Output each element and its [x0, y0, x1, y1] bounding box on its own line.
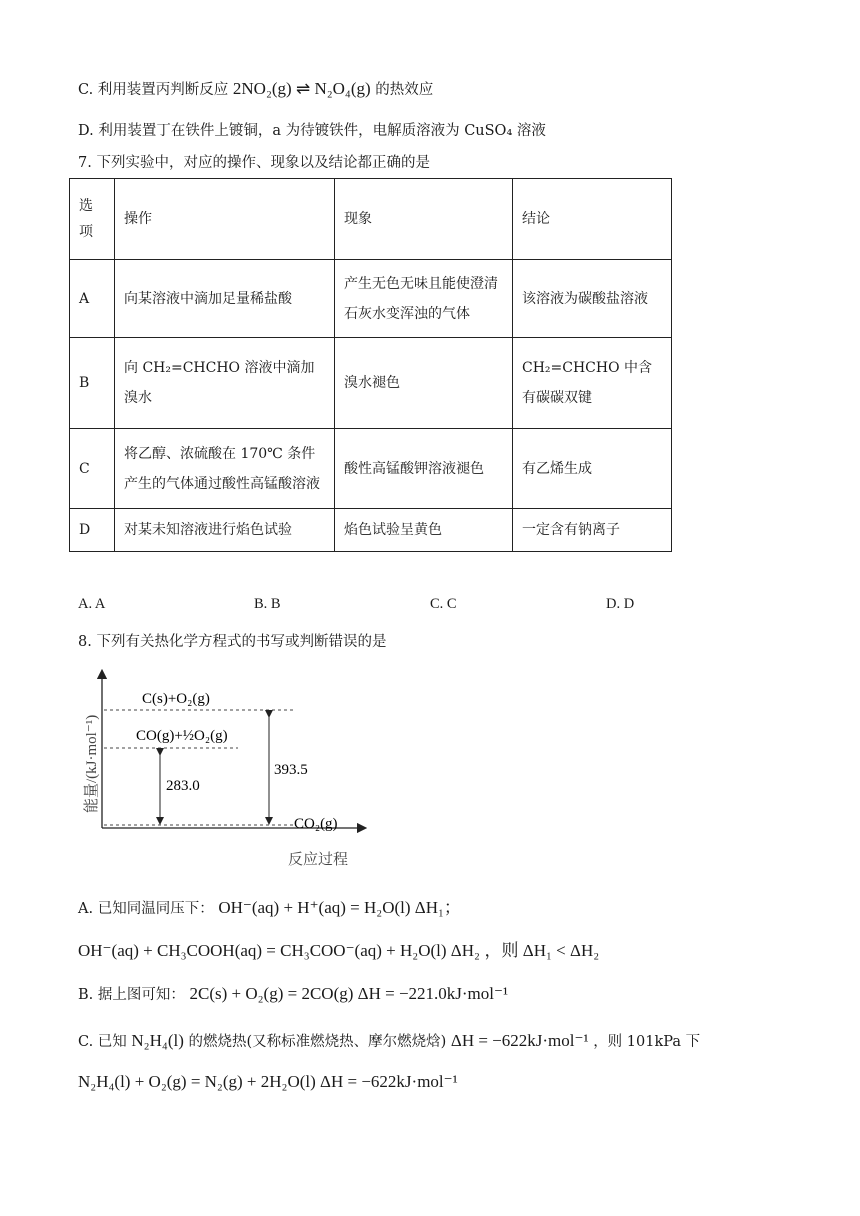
- q7-choice-b[interactable]: B. B: [254, 596, 281, 612]
- level-mid-label: CO(g)+½O₂(g): [136, 728, 228, 744]
- row-b-option: B: [70, 338, 115, 429]
- q8-option-b-eq: 2C(s) + O₂(g) = 2CO(g) ΔH = −221.0kJ·mol⁻¹: [189, 984, 509, 1003]
- value-large: 393.5: [274, 762, 308, 778]
- q8-option-a-line1: [78, 893, 461, 918]
- row-b-operation: 向 CH₂=CHCHO 溶液中滴加溴水: [115, 338, 335, 429]
- q7-choice-a[interactable]: A. A: [78, 596, 106, 612]
- table-row: [70, 429, 672, 509]
- q7-choice-d[interactable]: D. D: [606, 596, 635, 612]
- q8-option-c-mid: 的燃烧热(又称标准燃烧热、摩尔燃烧焓): [188, 1034, 447, 1050]
- q6-option-c-suffix: 的热效应: [375, 82, 434, 98]
- q8-option-a-eq1: OH⁻(aq) + H⁺(aq) = H₂O(l) ΔH₁；: [218, 898, 461, 917]
- header-phenomenon: 现象: [335, 179, 513, 260]
- header-operation: 操作: [115, 179, 335, 260]
- row-c-option: C: [70, 429, 115, 509]
- energy-diagram: [76, 668, 376, 873]
- header-conclusion: 结论: [513, 179, 672, 260]
- row-a-conclusion: 该溶液为碳酸盐溶液: [513, 260, 672, 338]
- q6-option-c-reaction: 2NO₂(g) ⇌ N₂O₄(g): [232, 79, 371, 98]
- q8-option-b: [78, 983, 508, 1004]
- table-row: [70, 338, 672, 429]
- row-c-operation: 将乙醇、浓硫酸在 170℃ 条件产生的气体通过酸性高锰酸溶液: [115, 429, 335, 509]
- row-c-phenomenon: 酸性高锰酸钾溶液褪色: [335, 429, 513, 509]
- row-b-phenomenon: 溴水褪色: [335, 338, 513, 429]
- level-top-label: C(s)+O₂(g): [142, 691, 210, 707]
- q6-option-d: D. 利用装置丁在铁件上镀铜，a 为待镀铁件，电解质溶液为 CuSO₄ 溶液: [78, 123, 546, 139]
- header-option: 选 项: [70, 179, 115, 260]
- q8-option-c-eq: N₂H₄(l) + O₂(g) = N₂(g) + 2H₂O(l) ΔH = −622kJ·mol⁻¹: [78, 1072, 458, 1091]
- q7-stem: 7. 下列实验中，对应的操作、现象以及结论都正确的是: [78, 155, 430, 171]
- q8-option-c-line2: [78, 1072, 458, 1092]
- q8-option-a-prefix: A. 已知同温同压下：: [78, 901, 214, 917]
- y-axis-label: 能量/(kJ·mol⁻¹): [84, 714, 100, 813]
- row-d-operation: 对某未知溶液进行焰色试验: [115, 509, 335, 552]
- q8-option-c-suffix: ，则 101kPa 下: [593, 1034, 701, 1050]
- q6-option-c-prefix: C. 利用装置丙判断反应: [78, 82, 229, 98]
- q8-option-a-suffix: ，则 ΔH₁ < ΔH₂: [484, 941, 600, 960]
- x-axis-label: 反应过程: [288, 852, 349, 868]
- row-a-phenomenon: 产生无色无味且能使澄清石灰水变浑浊的气体: [335, 260, 513, 338]
- q8-option-b-prefix: B. 据上图可知：: [78, 987, 185, 1003]
- q8-stem: 8. 下列有关热化学方程式的书写或判断错误的是: [78, 634, 387, 650]
- row-d-option: D: [70, 509, 115, 552]
- row-c-conclusion: 有乙烯生成: [513, 429, 672, 509]
- level-bottom-label: CO₂(g): [294, 816, 338, 832]
- q7-choice-c[interactable]: C. C: [430, 596, 457, 612]
- q6-option-c: [78, 78, 433, 99]
- table-header-row: [70, 179, 672, 260]
- table-row: [70, 509, 672, 552]
- q7-table: [69, 178, 672, 552]
- q8-option-c-dh: ΔH = −622kJ·mol⁻¹: [450, 1031, 589, 1050]
- q8-option-c-prefix: C. 已知: [78, 1034, 127, 1050]
- row-a-option: A: [70, 260, 115, 338]
- row-d-phenomenon: 焰色试验呈黄色: [335, 509, 513, 552]
- q8-option-a-eq2: OH⁻(aq) + CH₃COOH(aq) = CH₃COO⁻(aq) + H₂O(l) ΔH₂: [78, 941, 480, 960]
- q8-option-c-species: N₂H₄(l): [131, 1031, 184, 1050]
- q8-option-a-line2: [78, 936, 599, 961]
- row-d-conclusion: 一定含有钠离子: [513, 509, 672, 552]
- q8-option-c-line1: [78, 1030, 700, 1051]
- table-row: [70, 260, 672, 338]
- value-small: 283.0: [166, 778, 200, 794]
- row-a-operation: 向某溶液中滴加足量稀盐酸: [115, 260, 335, 338]
- row-b-conclusion: CH₂=CHCHO 中含有碳碳双键: [513, 338, 672, 429]
